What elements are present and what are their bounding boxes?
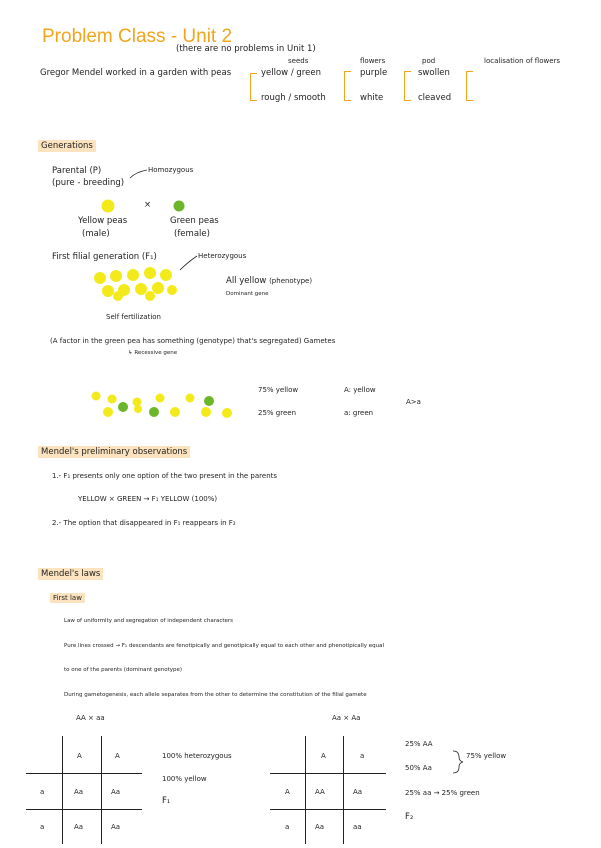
seed-b: rough / smooth <box>261 93 326 103</box>
t2-col-2: a <box>360 752 365 760</box>
t1-cell: Aa <box>111 823 121 831</box>
f1-label: First filial generation (F₁) <box>52 252 157 262</box>
seed-a: yellow / green <box>261 68 321 78</box>
t2-cell: Aa <box>315 823 325 831</box>
parental-label: Parental (P) <box>52 166 102 176</box>
observation-1: 1.- F₁ presents only one option of the two present in the parents <box>52 472 278 480</box>
pct-yellow: 75% yellow <box>258 386 299 394</box>
t2-cell: Aa <box>353 788 363 796</box>
law-line-2: Pure lines crossed → F₁ descendants are fenotipically and genotipically equal to each other and phenotipically equal <box>64 643 384 649</box>
homozygous-label: Homozygous <box>148 166 194 174</box>
observation-1b: YELLOW × GREEN → F₁ YELLOW (100%) <box>78 495 218 503</box>
t2-cell: aa <box>353 823 362 831</box>
seeds-label: seeds <box>288 57 309 65</box>
t2-row-2: a <box>285 823 290 831</box>
t2-col-1: A <box>321 752 326 760</box>
cross-2: Aa × Aa <box>332 714 361 722</box>
t2-note-3: 75% yellow <box>466 752 507 760</box>
all-yellow-text: All yellow <box>226 276 267 286</box>
self-fertilization-label: Self fertilization <box>106 313 161 321</box>
t2-note-4: 25% aa → 25% green <box>405 789 480 797</box>
generations-heading: Generations <box>38 140 96 152</box>
law-line-3: to one of the parents (dominant genotype) <box>64 667 183 673</box>
dominant-gene-label: Dominant gene <box>226 291 269 297</box>
t1-row-2: a <box>40 823 45 831</box>
yellow-pea-dot <box>102 200 115 213</box>
f1-peas <box>94 267 177 301</box>
heterozygous-label: Heterozygous <box>198 252 247 260</box>
allele-green: a: green <box>344 409 374 417</box>
t1-col-2: A <box>115 752 120 760</box>
t2-cell: AA <box>315 788 325 796</box>
recessive-note: ↳ Recessive gene <box>128 350 178 356</box>
cross-symbol: × <box>144 200 152 210</box>
t1-cell: Aa <box>74 788 84 796</box>
phenotype-text: (phenotype) <box>269 277 313 285</box>
t1-cell: Aa <box>111 788 121 796</box>
all-yellow-label <box>226 276 312 286</box>
female-label: (female) <box>174 229 210 239</box>
pure-breeding-label: (pure - breeding) <box>52 178 125 188</box>
flower-a: purple <box>360 68 388 78</box>
flower-b: white <box>360 93 384 103</box>
t1-f-label: F₁ <box>162 796 171 806</box>
t1-note-2: 100% yellow <box>162 775 207 783</box>
localisation-label: localisation of flowers <box>484 57 561 65</box>
hetero-arrow <box>180 256 197 270</box>
laws-heading: Mendel's laws <box>38 568 103 580</box>
t1-col-1: A <box>77 752 82 760</box>
green-peas-label: Green peas <box>170 216 219 226</box>
prelim-heading: Mendel's preliminary observations <box>38 446 190 458</box>
t2-note-2: 50% Aa <box>405 764 432 772</box>
male-label: (male) <box>82 229 110 239</box>
t2-row-1: A <box>285 788 290 796</box>
first-law-heading: First law <box>50 593 85 603</box>
t1-note-1: 100% heterozygous <box>162 752 232 760</box>
subtitle-note: (there are no problems in Unit 1) <box>176 44 316 54</box>
factor-note: (A factor in the green pea has something (genotype) that's segregated) Gametes <box>50 337 336 345</box>
green-pea-dot <box>174 201 185 212</box>
allele-yellow: A: yellow <box>344 386 376 394</box>
f2-peas <box>92 392 233 419</box>
law-line-1: Law of uniformity and segregation of independent characters <box>64 618 234 624</box>
t1-row-1: a <box>40 788 45 796</box>
observation-2: 2.- The option that disappeared in F₁ reappears in F₂ <box>52 519 236 527</box>
law-line-4: During gametogenesis, each allele separates from the other to determine the constitution of the filial gamete <box>64 692 367 698</box>
t2-note-1: 25% AA <box>405 740 433 748</box>
pct-green: 25% green <box>258 409 297 417</box>
brace <box>453 751 463 773</box>
homo-arrow <box>130 170 147 178</box>
flowers-label: flowers <box>360 57 386 65</box>
cross-1: AA × aa <box>76 714 105 722</box>
dominance-note: A>a <box>406 398 421 406</box>
pod-label: pod <box>422 57 436 65</box>
intro-text: Gregor Mendel worked in a garden with peas <box>40 68 232 78</box>
t1-cell: Aa <box>74 823 84 831</box>
pod-b: cleaved <box>418 93 452 103</box>
yellow-peas-label: Yellow peas <box>78 216 128 226</box>
page-title: Problem Class - Unit 2 <box>42 26 233 47</box>
t2-f-label: F₂ <box>405 812 414 822</box>
pod-a: swollen <box>418 68 450 78</box>
